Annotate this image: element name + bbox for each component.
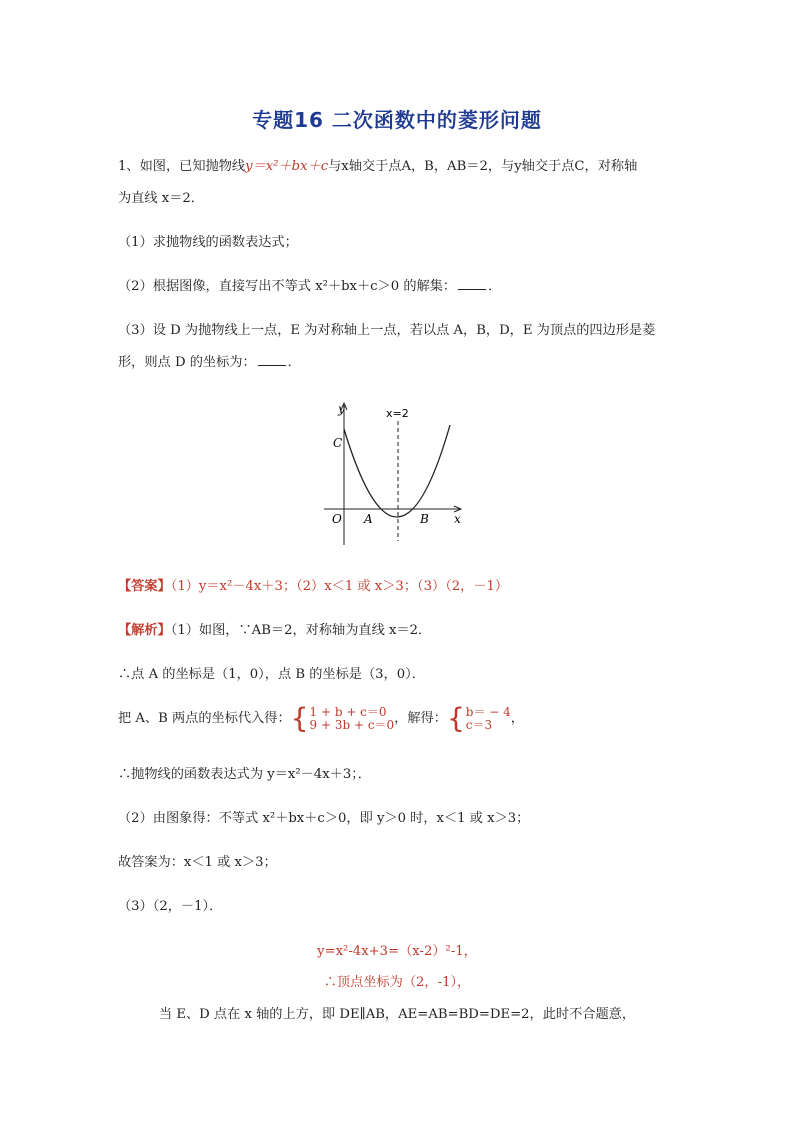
answer-blank: [458, 279, 486, 290]
problem-stem-line2: 为直线 x＝2．: [118, 191, 204, 206]
analysis-tag: 【解析】: [118, 623, 171, 638]
parabola-figure: [310, 395, 480, 550]
equation-system-1: [310, 706, 395, 732]
system-brace-1: {: [290, 701, 309, 735]
equation-system-2: [466, 706, 511, 732]
question-3-end: ．: [287, 355, 301, 370]
problem-stem-line1: [118, 158, 637, 176]
origin-label: O: [332, 512, 342, 526]
answer-line: [118, 578, 508, 596]
problem-stem-equation: y＝x²＋bx＋c: [245, 159, 329, 174]
question-3-text: 形，则点 D 的坐标为：: [118, 355, 256, 370]
analysis-line9: ∴顶点坐标为（2，-1），: [323, 975, 471, 990]
system-1-row-2: 9 + 3b + c＝0: [309, 717, 395, 732]
system-2-row-2: c＝3: [465, 717, 493, 732]
point-c-label: C: [333, 436, 343, 450]
question-3-line1: （3）设 D 为抛物线上一点，E 为对称轴上一点，若以点 A，B，D，E 为顶点的四边形是菱: [118, 323, 656, 338]
problem-number: 1、: [118, 159, 140, 174]
analysis-text-3a: 把 A、B 两点的坐标代入得：: [118, 711, 291, 726]
question-2-end: ．: [488, 279, 502, 294]
answer-blank: [258, 355, 286, 366]
point-b-label: B: [420, 512, 429, 526]
analysis-line3: [118, 701, 524, 735]
system-2-row-1: b＝ − 4: [465, 704, 511, 719]
analysis-text-3b: ，解得：: [394, 711, 447, 726]
point-a-label: A: [364, 512, 373, 526]
analysis-text-3c: ，: [510, 711, 524, 726]
analysis-line2: ∴点 A 的坐标是（1，0），点 B 的坐标是（3，0）．: [118, 667, 425, 682]
problem-stem-b: 与x轴交于点A，B，AB＝2，与y轴交于点C，对称轴: [328, 159, 638, 174]
symmetry-label: x=2: [386, 407, 409, 420]
system-1-row-1: 1 + b + c＝0: [309, 704, 387, 719]
analysis-line4: ∴抛物线的函数表达式为 y＝x²－4x＋3；．: [118, 767, 371, 782]
analysis-line5: （2）由图象得：不等式 x²＋bx＋c＞0，即 y＞0 时，x＜1 或 x＞3；: [118, 811, 530, 826]
question-3-line2: [118, 354, 301, 372]
system-brace-2: {: [446, 701, 465, 735]
analysis-line7: （3）（2，－1）．: [118, 899, 223, 914]
answer-tag: 【答案】: [118, 579, 171, 594]
analysis-line8: y=x²-4x+3=（x-2）²-1，: [317, 944, 477, 959]
analysis-line1: [118, 622, 431, 640]
page-title: 专题16 二次函数中的菱形问题: [252, 108, 542, 132]
y-axis-label: y: [338, 402, 345, 416]
question-2-text: （2）根据图像，直接写出不等式 x²＋bx＋c＞0 的解集：: [118, 279, 457, 294]
answer-text: （1）y＝x²－4x＋3；（2）x＜1 或 x＞3；（3）（2，－1）: [170, 579, 509, 594]
analysis-text-1: （1）如图，∵AB＝2，对称轴为直线 x＝2．: [170, 623, 432, 638]
question-2: [118, 278, 501, 296]
analysis-line10: 当 E、D 点在 x 轴的上方，即 DE∥AB，AE=AB=BD=DE=2，此时不合题意，: [158, 1007, 636, 1022]
parabola-curve: [344, 425, 450, 517]
x-axis-label: x: [454, 512, 461, 526]
question-1: （1）求抛物线的函数表达式；: [118, 235, 298, 250]
problem-stem-a: 如图，已知抛物线: [139, 159, 246, 174]
analysis-line6: 故答案为：x＜1 或 x＞3；: [118, 855, 277, 870]
